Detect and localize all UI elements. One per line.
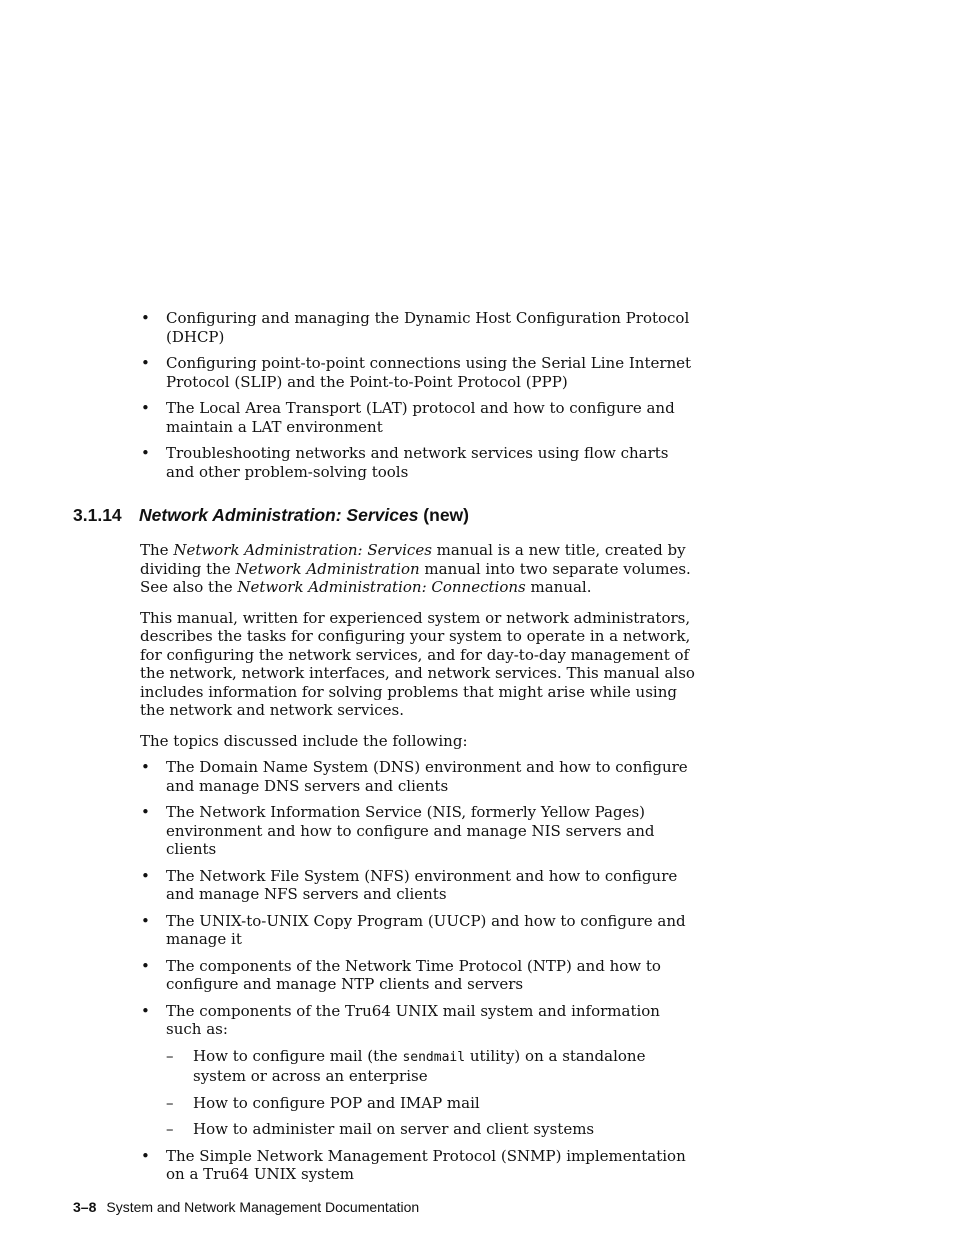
sub-list-item: – How to administer mail on server and client systems bbox=[166, 1120, 700, 1139]
list-item: • The UNIX-to-UNIX Copy Program (UUCP) and how to configure and manage it bbox=[140, 912, 700, 949]
text-run: manual into two separate volumes. See also the bbox=[140, 559, 691, 596]
running-title: System and Network Management Documentation bbox=[106, 1199, 420, 1215]
topics-list bbox=[140, 758, 700, 1184]
topics-intro: The topics discussed include the following: bbox=[140, 731, 468, 750]
list-item: • Configuring point-to-point connections using the Serial Line Internet Protocol (SLIP) and the Point-to-Point Protocol (PPP) bbox=[140, 354, 700, 391]
list-item: • Troubleshooting networks and network services using flow charts and other problem-solving tools bbox=[140, 444, 700, 481]
text-run: utility) on a standalone system or across an enterprise bbox=[193, 1046, 646, 1085]
list-item: • The Domain Name System (DNS) environment and how to configure and manage DNS servers and clients bbox=[140, 758, 700, 795]
book-title: Network Administration: Services bbox=[173, 541, 432, 559]
book-title: Network Administration bbox=[235, 559, 420, 578]
section-title-suffix: (new) bbox=[418, 505, 469, 525]
intro-paragraph bbox=[140, 541, 700, 597]
text-run: The bbox=[140, 541, 174, 559]
text-run: The components of the Tru64 UNIX mail system and information such as: bbox=[166, 1001, 660, 1038]
description-paragraph: This manual, written for experienced system or network administrators, describes the tasks for configuring your system to operate in a network, for configuring the network services, and for day-to-day management of the network, network interfaces, and network services. This manual also includes information for solving problems that might arise while using the network and network services. bbox=[140, 608, 695, 719]
section-number: 3.1.14 bbox=[73, 505, 122, 525]
text-run: How to configure mail (the bbox=[193, 1046, 403, 1065]
list-item: • The Network File System (NFS) environment and how to configure and manage NFS servers and clients bbox=[140, 867, 700, 904]
list-item-mail bbox=[140, 1002, 700, 1139]
list-item: • The components of the Network Time Protocol (NTP) and how to configure and manage NTP clients and servers bbox=[140, 957, 700, 994]
sub-list-item: – How to configure POP and IMAP mail bbox=[166, 1094, 700, 1113]
sub-list-item bbox=[166, 1047, 700, 1086]
list-item: • Configuring and managing the Dynamic Host Configuration Protocol (DHCP) bbox=[140, 309, 700, 346]
section-heading bbox=[73, 504, 469, 526]
text-run: manual. bbox=[525, 578, 592, 596]
text-run: manual is a new title, created by dividing the bbox=[140, 541, 686, 578]
section-title-italic: Network Administration: Services bbox=[139, 505, 419, 525]
carryover-bullet-list bbox=[140, 309, 700, 489]
section-body bbox=[140, 541, 700, 1192]
page-number: 3–8 bbox=[73, 1199, 97, 1215]
command-name: sendmail bbox=[402, 1049, 466, 1065]
list-item: • The Local Area Transport (LAT) protocol and how to configure and maintain a LAT environment bbox=[140, 399, 700, 436]
book-title: Network Administration: Connections bbox=[237, 578, 526, 596]
mail-sublist bbox=[166, 1047, 700, 1139]
list-item: • The Network Information Service (NIS, formerly Yellow Pages) environment and how to configure and manage NIS servers and clients bbox=[140, 803, 700, 859]
list-item: • The Simple Network Management Protocol (SNMP) implementation on a Tru64 UNIX system bbox=[140, 1147, 700, 1184]
page-footer bbox=[73, 1199, 419, 1216]
